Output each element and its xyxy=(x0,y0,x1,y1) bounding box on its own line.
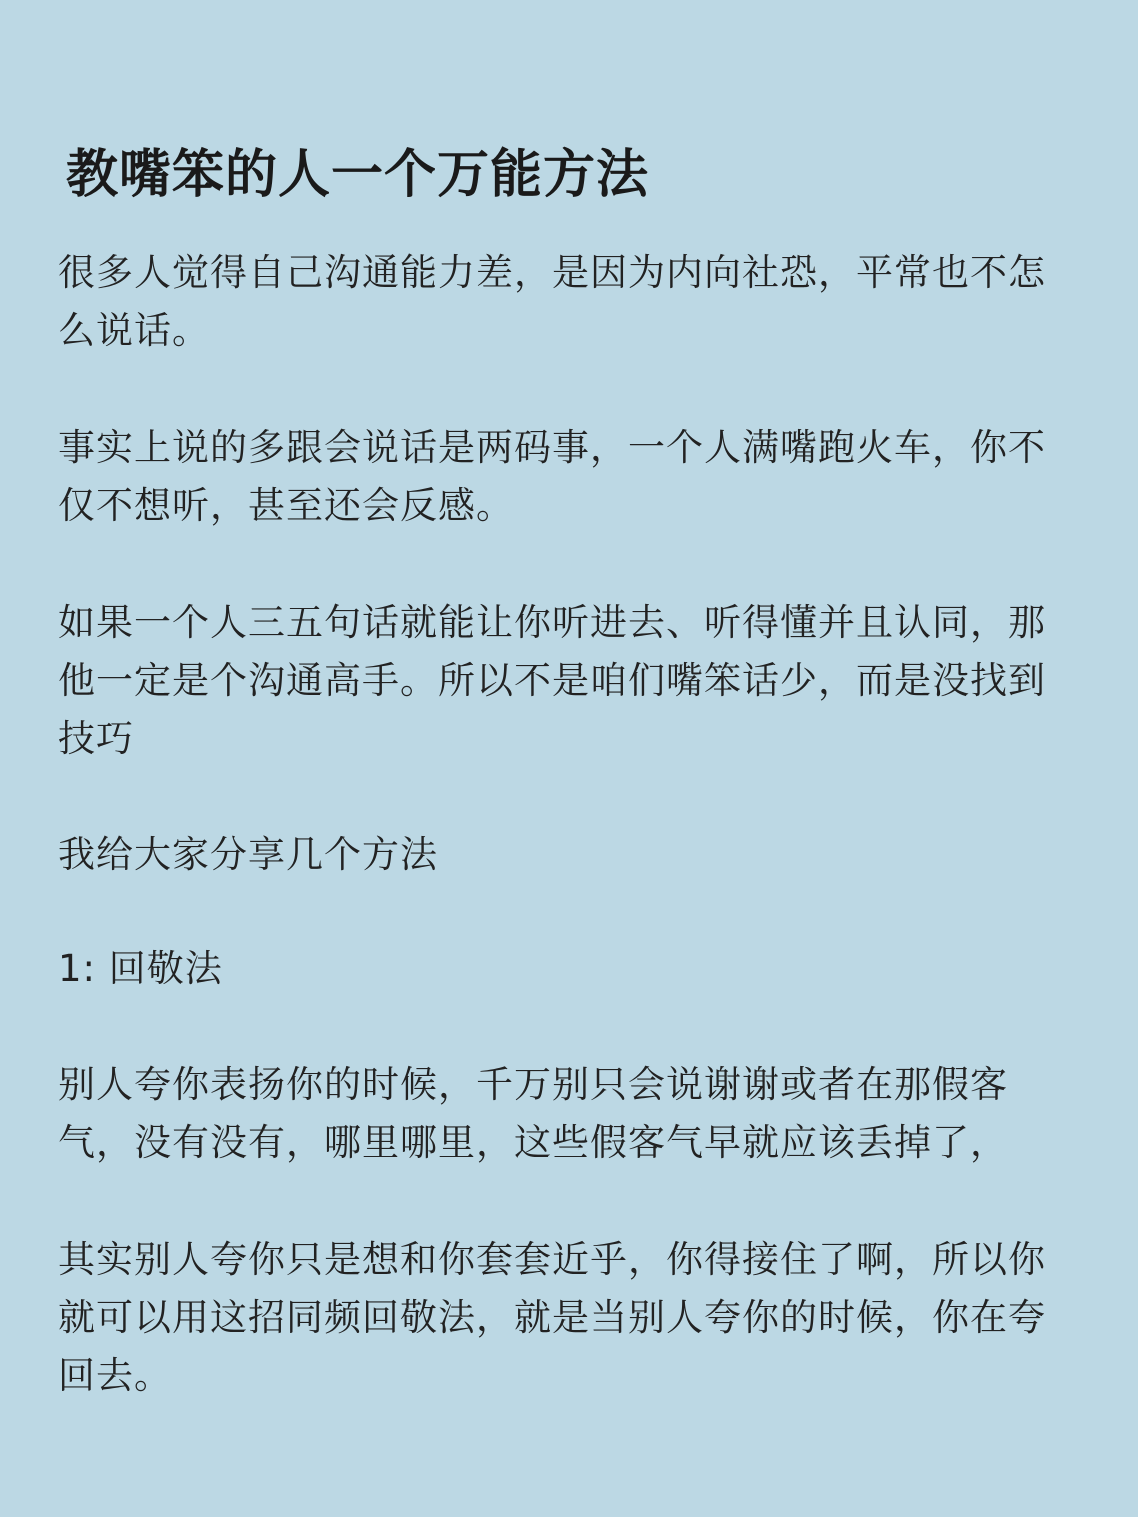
paragraph-fact: 事实上说的多跟会说话是两码事，一个人满嘴跑火车，你不仅不想听，甚至还会反感。 xyxy=(58,426,1046,527)
page-title: 教嘴笨的人一个万能方法 xyxy=(66,144,650,205)
paragraph-praise: 别人夸你表扬你的时候，千万别只会说谢谢或者在那假客气，没有没有，哪里哪里，这些假客气早就应该丢掉了， xyxy=(58,1063,1008,1164)
paragraph-return-praise: 其实别人夸你只是想和你套套近乎，你得接住了啊，所以你就可以用这招同频回敬法，就是当别人夸你的时候，你在夸回去。 xyxy=(58,1238,1046,1397)
paragraph-share: 我给大家分享几个方法 xyxy=(58,833,438,876)
paragraph-intro: 很多人觉得自己沟通能力差，是因为内向社恐，平常也不怎么说话。 xyxy=(58,251,1046,352)
method-heading: 1: 回敬法 xyxy=(58,947,223,990)
paragraph-skill: 如果一个人三五句话就能让你听进去、听得懂并且认同，那他一定是个沟通高手。所以不是咱们嘴笨话少，而是没找到技巧 xyxy=(58,601,1046,760)
